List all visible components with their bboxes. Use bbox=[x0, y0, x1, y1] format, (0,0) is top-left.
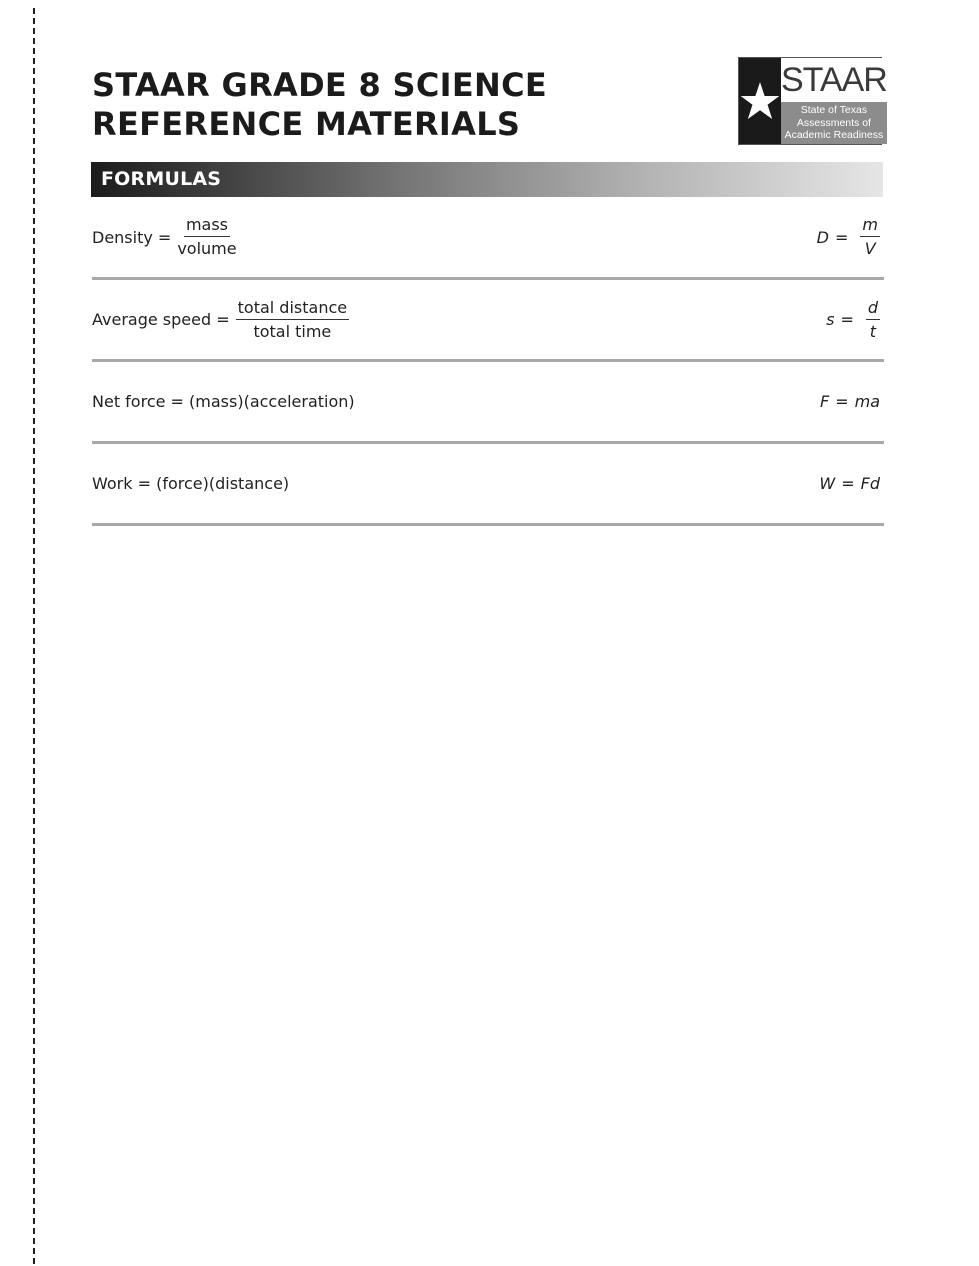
logo-star-panel bbox=[739, 58, 781, 144]
symbol-fraction bbox=[860, 216, 880, 258]
symbol-numerator: d bbox=[866, 299, 880, 320]
symbol-rhs: Fd bbox=[860, 474, 880, 493]
symbol-denominator: V bbox=[864, 239, 876, 258]
symbol-fraction bbox=[866, 299, 880, 341]
symbol-lhs: D bbox=[816, 227, 829, 247]
title-line-2: REFERENCE MATERIALS bbox=[92, 105, 521, 143]
symbol-equals: = bbox=[841, 474, 855, 493]
formula-words bbox=[92, 280, 349, 359]
formula-row-force bbox=[92, 362, 884, 444]
section-title: FORMULAS bbox=[101, 168, 222, 190]
fraction-denominator: volume bbox=[177, 239, 237, 258]
formula-row-density bbox=[92, 197, 884, 280]
formula-symbols bbox=[819, 444, 880, 523]
symbol-equals: = bbox=[840, 310, 854, 329]
star-icon bbox=[739, 80, 781, 122]
formula-label: Work = (force)(distance) bbox=[92, 474, 290, 493]
symbol-equals: = bbox=[835, 227, 849, 247]
formula-row-speed bbox=[92, 280, 884, 362]
title-line-1: STAAR GRADE 8 SCIENCE bbox=[92, 66, 548, 104]
symbol-lhs: W bbox=[819, 474, 836, 493]
formula-label: Net force = (mass)(acceleration) bbox=[92, 392, 355, 411]
page-title bbox=[92, 66, 547, 144]
symbol-numerator: m bbox=[860, 216, 880, 237]
word-fraction bbox=[236, 299, 349, 341]
symbol-lhs: F bbox=[820, 392, 830, 411]
formula-words bbox=[92, 444, 289, 523]
formula-label: Density = bbox=[92, 227, 172, 247]
formula-row-work bbox=[92, 444, 884, 526]
symbol-denominator: t bbox=[869, 321, 877, 341]
formula-symbols bbox=[817, 197, 880, 277]
logo-subtitle-line-3: Academic Readiness bbox=[784, 129, 884, 142]
section-banner bbox=[91, 162, 883, 197]
formula-label: Average speed = bbox=[92, 310, 230, 329]
symbol-lhs: s bbox=[826, 310, 835, 329]
formula-symbols bbox=[826, 280, 880, 359]
fraction-numerator: total distance bbox=[236, 299, 349, 320]
symbol-rhs: ma bbox=[854, 392, 880, 411]
staar-logo bbox=[738, 57, 887, 145]
formula-list bbox=[92, 197, 884, 526]
fraction-numerator: mass bbox=[184, 216, 230, 237]
word-fraction bbox=[177, 216, 236, 258]
logo-subtitle bbox=[781, 102, 887, 144]
symbol-equals: = bbox=[835, 392, 849, 411]
formula-symbols bbox=[820, 362, 880, 441]
logo-subtitle-line-2: Assessments of bbox=[796, 116, 871, 129]
perforation-line bbox=[33, 8, 35, 1264]
fraction-denominator: total time bbox=[253, 321, 332, 341]
logo-text-panel bbox=[781, 58, 887, 144]
logo-wordmark: STAAR bbox=[781, 58, 887, 102]
formula-words bbox=[92, 362, 355, 441]
formula-words bbox=[92, 197, 237, 277]
logo-subtitle-line-1: State of Texas bbox=[800, 104, 868, 117]
